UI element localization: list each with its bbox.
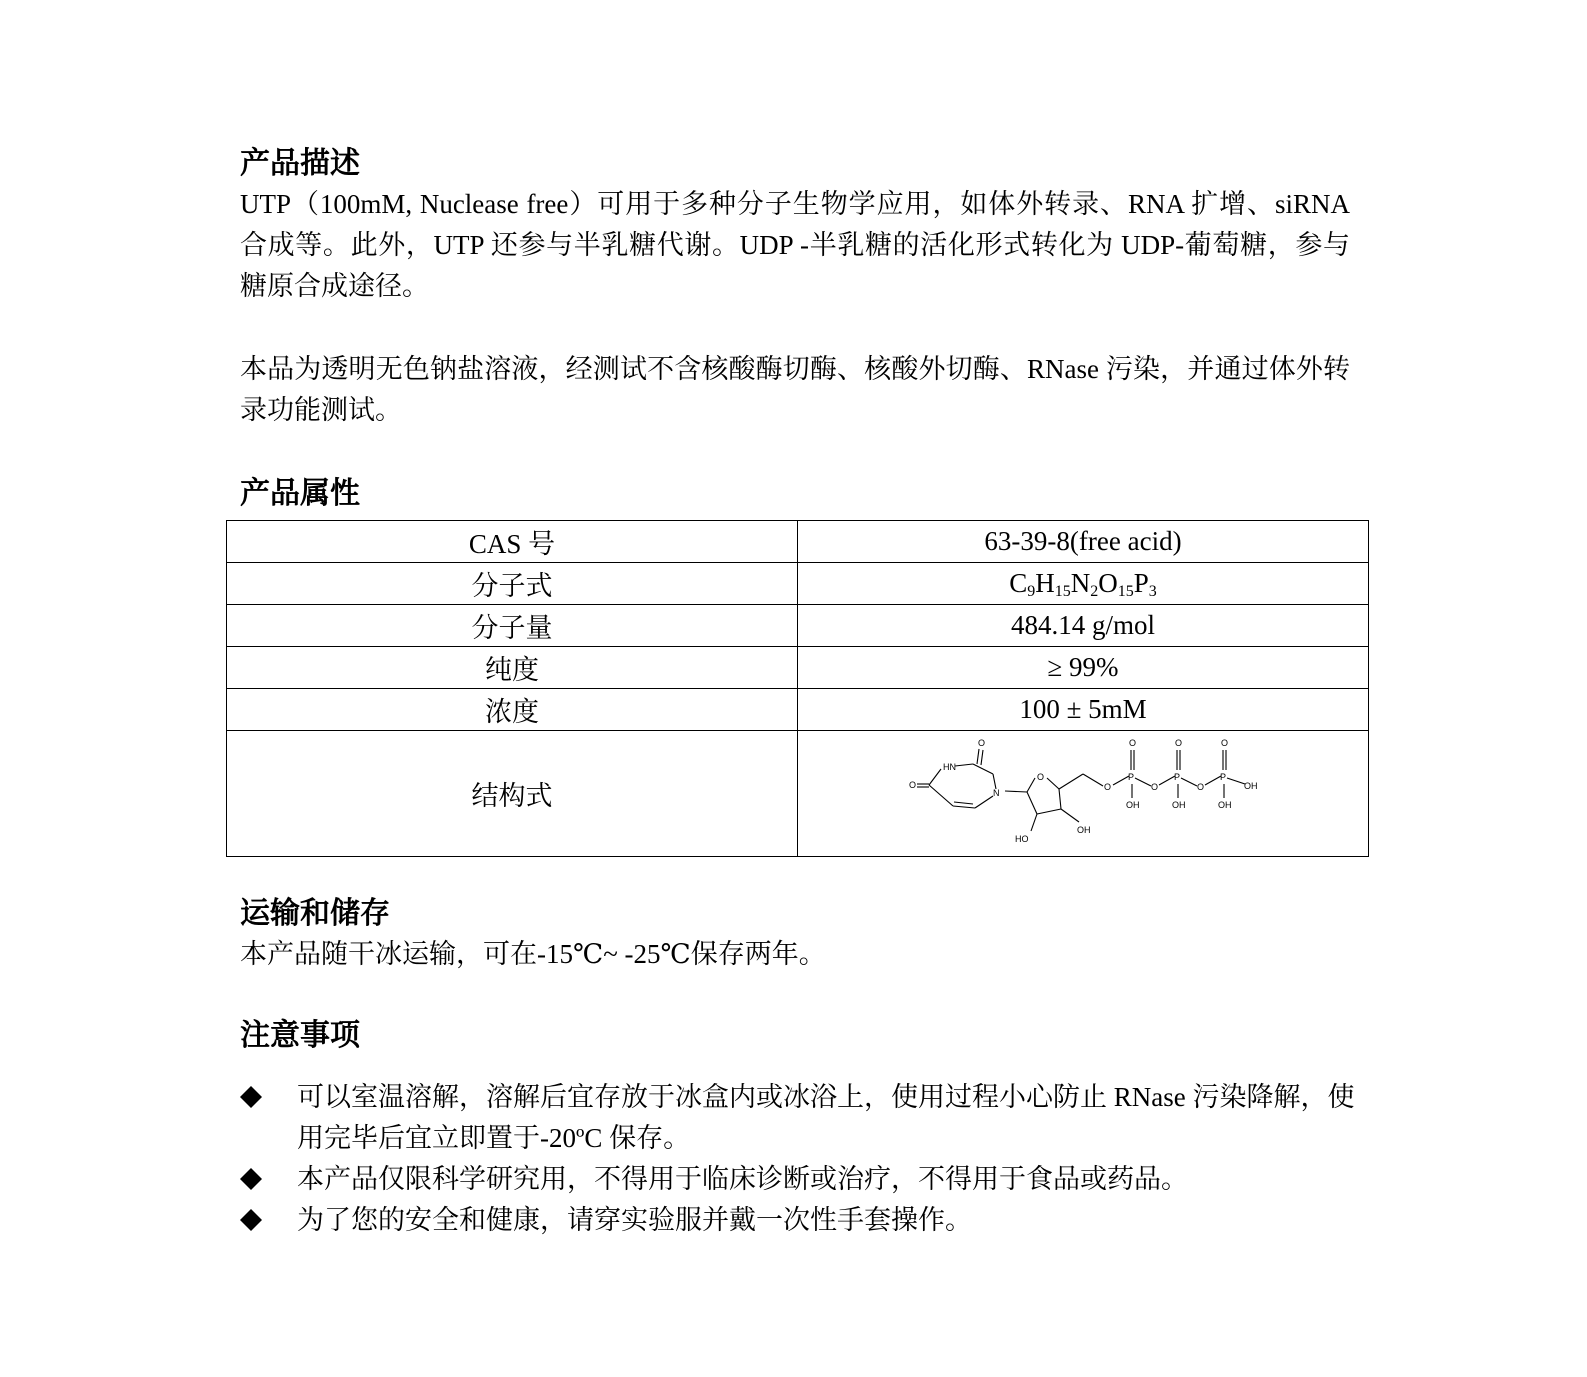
table-row [227,689,1369,731]
svg-text:OH: OH [1218,799,1232,810]
storage-text: 本产品随干冰运输，可在-15℃~ -25℃保存两年。 [240,939,826,969]
properties-table [226,520,1369,857]
property-key: 纯度 [227,647,798,689]
diamond-bullet-icon [240,1168,262,1190]
svg-text:O: O [978,737,986,748]
table-row [227,647,1369,689]
svg-text:O: O [1175,737,1183,748]
property-value: ≥ 99% [798,647,1369,689]
heading-description: 产品描述 [240,146,360,181]
property-key: CAS 号 [227,521,798,563]
note-text: 可以室温溶解，溶解后宜存放于冰盒内或冰浴上，使用过程小心防止 RNase 污染降解，使用完毕后宜立即置于-20ºC 保存。 [297,1082,1355,1153]
structural-formula-image [903,734,1263,854]
table-row [227,731,1369,857]
property-key: 分子量 [227,605,798,647]
list-item [240,1077,1360,1159]
svg-text:OH: OH [1172,799,1186,810]
note-text: 为了您的安全和健康，请穿实验服并戴一次性手套操作。 [297,1205,972,1235]
svg-text:OH: OH [1126,799,1140,810]
svg-text:O: O [1104,781,1112,792]
svg-text:P: P [1220,771,1227,782]
svg-text:O: O [1129,737,1137,748]
svg-text:P: P [1128,771,1135,782]
diamond-bullet-icon [240,1209,262,1231]
notes-list [240,1077,1360,1241]
property-key: 浓度 [227,689,798,731]
svg-text:OH: OH [1077,824,1091,835]
svg-text:HO: HO [1015,833,1029,844]
svg-text:O: O [909,779,917,790]
table-row [227,563,1369,605]
svg-text:N: N [993,787,1000,798]
description-paragraph-2: 本品为透明无色钠盐溶液，经测试不含核酸酶切酶、核酸外切酶、RNase 污染，并通过体外转录功能测试。 [240,354,1350,425]
diamond-bullet-icon [240,1086,262,1108]
svg-text:O: O [1037,771,1045,782]
table-row [227,521,1369,563]
svg-text:O: O [1221,737,1229,748]
note-text: 本产品仅限科学研究用，不得用于临床诊断或治疗，不得用于食品或药品。 [297,1164,1188,1194]
description-paragraph-1: UTP（100mM, Nuclease free）可用于多种分子生物学应用，如体外转录、RNA 扩增、siRNA 合成等。此外，UTP 还参与半乳糖代谢。UDP -半乳糖的活化形式转化为 UDP-葡萄糖，参与糖原合成途径。 [240,189,1350,301]
svg-text:HN: HN [943,761,956,772]
list-item [240,1159,1360,1200]
heading-notes: 注意事项 [240,1018,360,1053]
heading-properties: 产品属性 [240,476,360,511]
property-value: 63-39-8(free acid) [798,521,1369,563]
property-key: 分子式 [227,563,798,605]
list-item [240,1200,1360,1241]
structure-cell [798,731,1369,857]
property-key: 结构式 [227,731,798,857]
svg-text:OH: OH [1244,780,1258,791]
svg-text:O: O [1197,781,1205,792]
property-value: 100 ± 5mM [798,689,1369,731]
heading-storage: 运输和储存 [240,896,390,931]
table-row [227,605,1369,647]
svg-text:P: P [1174,771,1181,782]
molecular-formula: $C_9H_{15}N_2O_{15}P_3$ [798,563,1369,605]
property-value: 484.14 g/mol [798,605,1369,647]
svg-text:O: O [1151,781,1159,792]
